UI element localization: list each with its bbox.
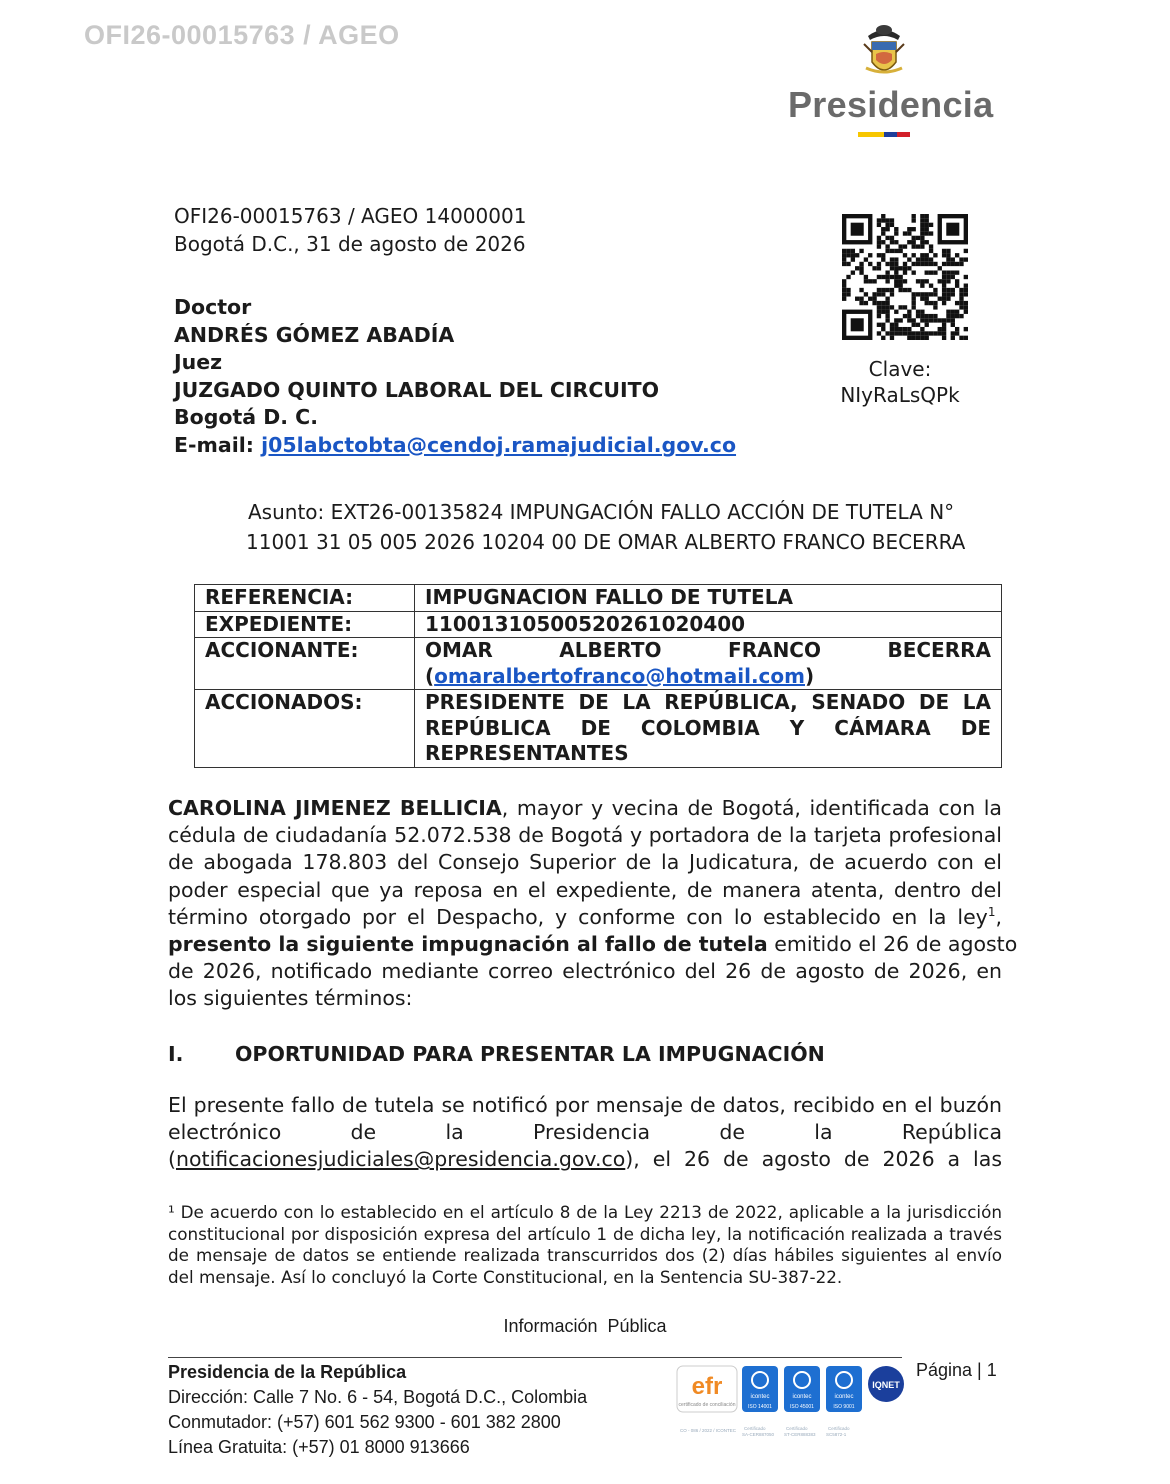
- subject-line-1: Asunto: EXT26-00135824 IMPUNGACIÓN FALLO ACCIÓN DE TUTELA N°: [248, 500, 955, 524]
- svg-text:Certificado: Certificado: [786, 1426, 808, 1431]
- addressee-role: Juez: [174, 350, 223, 374]
- notifications-email-link[interactable]: notificacionesjudiciales@presidencia.gov.co: [176, 1147, 626, 1172]
- clave-value: NIyRaLsQPk: [840, 383, 960, 407]
- addressee-name: ANDRÉS GÓMEZ ABADÍA: [174, 322, 455, 347]
- footnote-line: de mensaje de datos se entiende realizada transcurridos dos (2) días hábiles siguientes al envío: [168, 1245, 1002, 1266]
- referencia-value: IMPUGNACION FALLO DE TUTELA: [415, 585, 1002, 612]
- accionante-label: ACCIONANTE:: [195, 638, 415, 690]
- accionante-email-row: (omaralbertofranco@hotmail.com): [425, 663, 815, 688]
- accionante-value: [415, 638, 1002, 690]
- page-number: Página | 1: [916, 1360, 997, 1380]
- text-line: los siguientes términos:: [168, 986, 413, 1011]
- reference-table: [194, 584, 1002, 768]
- svg-text:Certificado: Certificado: [744, 1426, 766, 1431]
- text-line: de 2026, notificado mediante correo electrónico del 26 de agosto de 2026, en: [168, 959, 1002, 984]
- table-row: [195, 611, 1002, 638]
- subject-line-2: 11001 31 05 005 2026 10204 00 DE OMAR ALBERTO FRANCO BECERRA: [246, 530, 966, 554]
- accionante-email-link[interactable]: omaralbertofranco@hotmail.com: [434, 663, 805, 688]
- footnote-line: del mensaje. Así lo concluyó la Corte Constitucional, en la Sentencia SU-387-22.: [168, 1266, 843, 1287]
- table-row: [195, 690, 1002, 768]
- office-reference: OFI26-00015763 / AGEO 14000001: [174, 204, 527, 228]
- text-line: , mayor y vecina de Bogotá, identificada con la: [501, 796, 1002, 820]
- flag-bar: [858, 132, 910, 137]
- accionados-line-3: REPRESENTANTES: [425, 741, 629, 765]
- svg-text:icontec: icontec: [834, 1394, 854, 1400]
- addressee-city: Bogotá D. C.: [174, 405, 319, 429]
- text-line: de abogada 178.803 del Consejo Superior de la Judicatura, de acuerdo con el: [168, 850, 1002, 875]
- table-row: [195, 638, 1002, 690]
- accionados-label: ACCIONADOS:: [195, 690, 415, 768]
- certification-logos: [676, 1364, 908, 1444]
- text-line: El presente fallo de tutela se notificó por mensaje de datos, recibido en el buzón: [168, 1093, 1002, 1117]
- document-date: Bogotá D.C., 31 de agosto de 2026: [174, 232, 526, 256]
- expediente-value: 11001310500520261020400: [415, 611, 1002, 638]
- footer-divider: [168, 1357, 902, 1358]
- impugnation-statement: presento la siguiente impugnación al fallo de tutela: [168, 932, 768, 957]
- notification-paragraph: [168, 1092, 1002, 1174]
- svg-text:CO - 086 / 2022 / ICONTEC: CO - 086 / 2022 / ICONTEC: [680, 1428, 737, 1433]
- accionados-value: [415, 690, 1002, 768]
- iqnet-logo-icon: [868, 1366, 904, 1402]
- presidencia-logo-text: Presidencia: [788, 84, 994, 125]
- text-line: ,: [995, 904, 1002, 929]
- text-line: cédula de ciudadanía 52.072.538 de Bogotá y portadora de la tarjeta profesional: [168, 823, 1002, 848]
- presidencia-logo: [780, 22, 994, 142]
- text-line: ), el 26 de agosto de 2026 a las: [625, 1147, 1002, 1172]
- icontec-iso-9001-icon: [826, 1366, 862, 1412]
- efr-logo-icon: [677, 1366, 737, 1412]
- svg-text:efr: efr: [691, 1373, 723, 1400]
- footnote-line: constitucional por disposición expresa del artículo 1 de dicha ley, la notificación realizada a través: [168, 1223, 1002, 1244]
- addressee-email-link[interactable]: j05labctobta@cendoj.ramajudicial.gov.co: [261, 432, 737, 457]
- footer-phone: Conmutador: (+57) 601 562 9300 - 601 382 2800: [168, 1412, 561, 1432]
- addressee-block: [174, 294, 736, 459]
- footnote-line: ¹ De acuerdo con lo establecido en el artículo 8 de la Ley 2213 de 2022, aplicable a la jurisdicción: [168, 1202, 1002, 1222]
- referencia-label: REFERENCIA:: [195, 585, 415, 612]
- clave-label: Clave:: [868, 357, 932, 381]
- text-line: emitido el 26 de agosto: [767, 932, 1018, 957]
- svg-text:icontec: icontec: [792, 1394, 812, 1400]
- text-line: poder especial que ya reposa en el expediente, de manera atenta, dentro del: [168, 877, 1002, 902]
- addressee-title: Doctor: [174, 295, 252, 319]
- document-watermark: OFI26-00015763 / AGEO: [84, 20, 400, 50]
- svg-text:SC5872-1: SC5872-1: [826, 1432, 847, 1437]
- accionados-line-1: PRESIDENTE DE LA REPÚBLICA, SENADO DE LA: [425, 690, 991, 714]
- text-line: electrónico de la Presidencia de la República: [168, 1120, 1002, 1145]
- petitioner-name: CAROLINA JIMENEZ BELLICIA: [168, 796, 502, 820]
- subject-block: [246, 497, 965, 557]
- coat-of-arms-icon: [858, 22, 910, 82]
- intro-paragraph: [168, 795, 1018, 1013]
- accionante-name: OMAR ALBERTO FRANCO BECERRA: [425, 638, 991, 662]
- expediente-label: EXPEDIENTE:: [195, 611, 415, 638]
- icontec-iso-14001-icon: [742, 1366, 778, 1412]
- text-line: término otorgado por el Despacho, y conforme con lo establecido en la ley: [168, 904, 988, 929]
- footnote: [168, 1202, 1002, 1288]
- footnote-marker: 1: [987, 904, 996, 919]
- svg-text:ISO 9001: ISO 9001: [833, 1404, 855, 1410]
- svg-text:certificado de conciliación: certificado de conciliación: [678, 1402, 736, 1408]
- footer-org: Presidencia de la República: [168, 1362, 407, 1382]
- accionados-line-2: REPÚBLICA DE COLOMBIA Y CÁMARA DE: [425, 715, 991, 740]
- svg-text:ST-CER888383: ST-CER888383: [784, 1432, 816, 1437]
- svg-text:ISO 14001: ISO 14001: [748, 1404, 772, 1410]
- section-title: OPORTUNIDAD PARA PRESENTAR LA IMPUGNACIÓN: [235, 1042, 825, 1066]
- svg-text:SA-CER887050: SA-CER887050: [742, 1432, 775, 1437]
- svg-text:Certificado: Certificado: [828, 1426, 850, 1431]
- addressee-court: JUZGADO QUINTO LABORAL DEL CIRCUITO: [174, 377, 660, 402]
- section-heading: [168, 1040, 825, 1068]
- section-number: I.: [168, 1042, 184, 1066]
- email-label: E-mail:: [174, 432, 254, 457]
- clave-block: [820, 356, 980, 408]
- footer-contact: [168, 1360, 587, 1460]
- table-row: [195, 585, 1002, 612]
- footer-toll-free: Línea Gratuita: (+57) 01 8000 913666: [168, 1437, 470, 1457]
- qr-code-icon: [842, 214, 968, 340]
- icontec-iso-45001-icon: [784, 1366, 820, 1412]
- footer-address: Dirección: Calle 7 No. 6 - 54, Bogotá D.C., Colombia: [168, 1387, 588, 1407]
- svg-text:icontec: icontec: [750, 1394, 770, 1400]
- svg-text:ISO 45001: ISO 45001: [790, 1404, 814, 1410]
- classification-label: Información Pública: [503, 1316, 667, 1336]
- text-line: (: [168, 1147, 176, 1172]
- svg-text:IQNET: IQNET: [872, 1380, 900, 1390]
- document-header: [174, 202, 526, 258]
- addressee-email-row: [174, 432, 736, 460]
